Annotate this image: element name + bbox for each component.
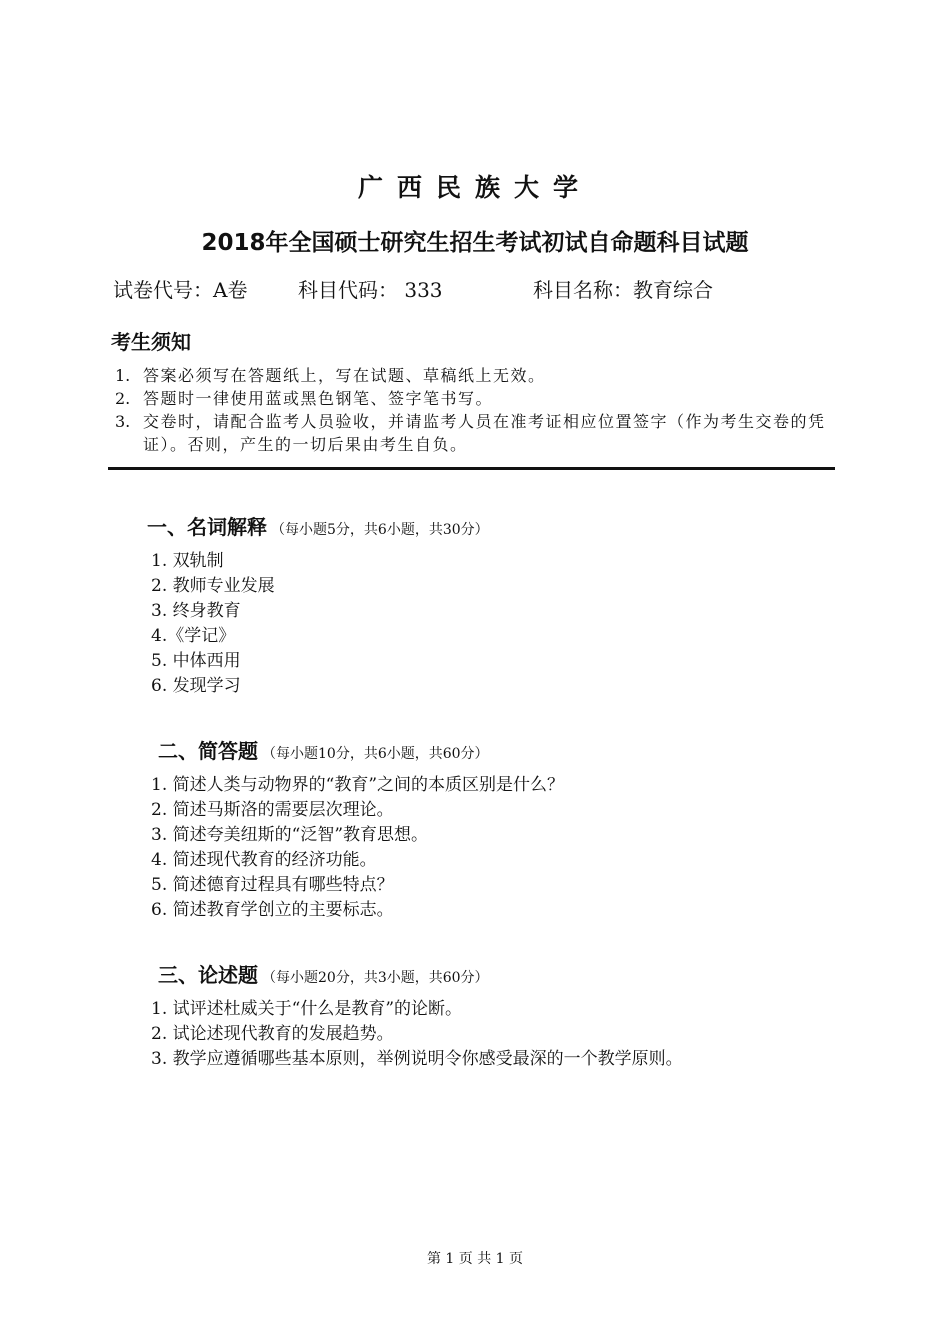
subject-name: 科目名称：教育综合 — [533, 278, 713, 302]
exam-title: 2018年全国硕士研究生招生考试初试自命题科目试题 — [201, 230, 749, 256]
question-item: 6. 发现学习 — [151, 676, 241, 696]
question-item: 4.《学记》 — [151, 626, 236, 646]
section-title: 二、简答题 — [158, 739, 258, 763]
section-note: （每小题10分，共6小题，共60分） — [262, 746, 489, 762]
question-item: 3. 终身教育 — [151, 601, 241, 621]
notice-number: 2. — [115, 389, 131, 408]
notice-item — [115, 410, 840, 456]
question-item: 2. 简述马斯洛的需要层次理论。 — [151, 800, 394, 820]
notice-text: 答案必须写在答题纸上，写在试题、草稿纸上无效。 — [143, 366, 546, 385]
paper-code: 试卷代号：A卷 — [113, 278, 248, 302]
question-item: 5. 中体西用 — [151, 651, 241, 671]
section-heading-terms — [147, 511, 489, 540]
section-heading-short-answer — [158, 735, 489, 764]
question-item: 2. 试论述现代教育的发展趋势。 — [151, 1024, 394, 1044]
page-footer: 第 1 页 共 1 页 — [426, 1251, 524, 1267]
question-item: 1. 试评述杜威关于“什么是教育”的论断。 — [151, 999, 463, 1019]
section-note: （每小题5分，共6小题，共30分） — [271, 522, 489, 538]
question-list-essay — [151, 997, 683, 1072]
notice-text: 答题时一律使用蓝或黑色钢笔、签字笔书写。 — [143, 389, 494, 408]
question-item: 1. 简述人类与动物界的“教育”之间的本质区别是什么？ — [151, 775, 565, 795]
notice-list — [115, 364, 840, 456]
question-item: 5. 简述德育过程具有哪些特点？ — [151, 875, 394, 895]
subject-code: 科目代码： 333 — [298, 278, 443, 302]
divider-rule — [108, 467, 835, 470]
question-item: 4. 简述现代教育的经济功能。 — [151, 850, 377, 870]
question-item: 3. 教学应遵循哪些基本原则，举例说明令你感受最深的一个教学原则。 — [151, 1049, 683, 1069]
question-item: 6. 简述教育学创立的主要标志。 — [151, 900, 394, 920]
university-name: 广西民族大学 — [357, 173, 592, 202]
notice-number: 3. — [115, 412, 131, 431]
question-list-terms — [151, 549, 275, 699]
section-title: 三、论述题 — [158, 963, 258, 987]
question-item: 1. 双轨制 — [151, 551, 224, 571]
question-list-short-answer — [151, 773, 564, 923]
section-heading-essay — [158, 959, 489, 988]
notice-text: 交卷时，请配合监考人员验收，并请监考人员在准考证相应位置签字（作为考生交卷的凭证）。否则，产生的一切后果由考生自负。 — [143, 412, 826, 454]
question-item: 3. 简述夸美纽斯的“泛智”教育思想。 — [151, 825, 429, 845]
section-note: （每小题20分，共3小题，共60分） — [262, 970, 489, 986]
section-title: 一、名词解释 — [147, 515, 267, 539]
notice-heading: 考生须知 — [111, 330, 191, 354]
notice-item — [115, 387, 840, 410]
question-item: 2. 教师专业发展 — [151, 576, 275, 596]
notice-item — [115, 364, 840, 387]
notice-number: 1. — [115, 366, 131, 385]
